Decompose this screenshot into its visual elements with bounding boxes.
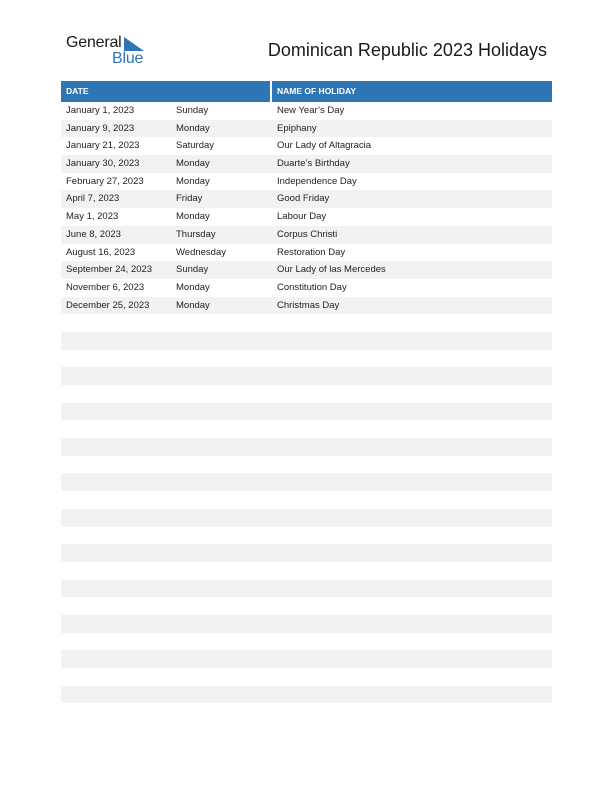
- holiday-date: November 6, 2023: [66, 281, 145, 293]
- holiday-name: Constitution Day: [277, 281, 347, 293]
- holiday-weekday: Monday: [176, 158, 210, 170]
- holiday-date: February 27, 2023: [66, 175, 144, 187]
- holiday-weekday: Thursday: [176, 228, 216, 240]
- holiday-weekday: Monday: [176, 122, 210, 134]
- empty-table-row: [61, 509, 552, 527]
- empty-table-row: [61, 314, 552, 332]
- empty-table-row: [61, 668, 552, 686]
- table-row: [61, 190, 552, 208]
- holiday-date: June 8, 2023: [66, 228, 121, 240]
- holiday-date: August 16, 2023: [66, 246, 136, 258]
- holiday-name: Duarte’s Birthday: [277, 158, 350, 170]
- holiday-name: Independence Day: [277, 175, 357, 187]
- holiday-name: New Year’s Day: [277, 105, 345, 116]
- empty-table-row: [61, 650, 552, 668]
- holiday-name: Christmas Day: [277, 299, 340, 311]
- empty-table-row: [61, 367, 552, 385]
- empty-table-row: [61, 438, 552, 456]
- empty-table-row: [61, 491, 552, 509]
- table-row: [61, 244, 552, 262]
- holiday-name: Our Lady of Altagracia: [277, 140, 371, 152]
- holiday-date: January 9, 2023: [66, 122, 135, 134]
- table-row: [61, 279, 552, 297]
- empty-table-row: [61, 703, 552, 721]
- holiday-weekday: Saturday: [176, 140, 215, 152]
- holiday-table: [61, 81, 552, 721]
- holiday-weekday: Monday: [176, 281, 210, 293]
- logo-word-blue: Blue: [112, 50, 144, 67]
- empty-table-row: [61, 332, 552, 350]
- empty-table-row: [61, 350, 552, 368]
- column-header-date: DATE: [61, 81, 270, 102]
- holiday-weekday: Wednesday: [176, 246, 226, 258]
- empty-table-row: [61, 633, 552, 651]
- empty-table-row: [61, 562, 552, 580]
- table-row: [61, 120, 552, 138]
- holiday-weekday: Sunday: [176, 105, 209, 116]
- empty-table-row: [61, 473, 552, 491]
- holiday-weekday: Monday: [176, 175, 210, 187]
- holiday-weekday: Friday: [176, 193, 203, 205]
- holiday-name: Good Friday: [277, 193, 330, 205]
- table-row: [61, 102, 552, 120]
- table-row: [61, 208, 552, 226]
- holiday-date: April 7, 2023: [66, 193, 120, 205]
- empty-table-row: [61, 686, 552, 704]
- empty-table-row: [61, 385, 552, 403]
- empty-table-row: [61, 527, 552, 545]
- page-title: Dominican Republic 2023 Holidays: [267, 40, 547, 60]
- holiday-date: January 21, 2023: [66, 140, 140, 152]
- holiday-name: Labour Day: [277, 211, 327, 223]
- table-row: [61, 297, 552, 315]
- holiday-date: September 24, 2023: [66, 264, 153, 276]
- logo-flag-icon: [124, 37, 144, 51]
- logo-word-general: General: [66, 34, 122, 51]
- holiday-date: May 1, 2023: [66, 211, 119, 223]
- table-row: [61, 155, 552, 173]
- holiday-weekday: Sunday: [176, 264, 209, 276]
- generalblue-logo: [66, 34, 156, 68]
- table-row: [61, 173, 552, 191]
- empty-table-row: [61, 403, 552, 421]
- holiday-name: Epiphany: [277, 122, 317, 134]
- holiday-name: Corpus Christi: [277, 228, 338, 240]
- holiday-name: Our Lady of las Mercedes: [277, 264, 386, 276]
- table-row: [61, 226, 552, 244]
- table-body: [61, 102, 552, 721]
- table-header: [61, 81, 552, 102]
- holiday-date: January 1, 2023: [66, 105, 135, 116]
- empty-table-row: [61, 597, 552, 615]
- empty-table-row: [61, 420, 552, 438]
- empty-table-row: [61, 544, 552, 562]
- empty-table-row: [61, 456, 552, 474]
- holiday-name: Restoration Day: [277, 246, 346, 258]
- empty-table-row: [61, 580, 552, 598]
- table-row: [61, 261, 552, 279]
- holiday-weekday: Monday: [176, 211, 210, 223]
- holiday-date: December 25, 2023: [66, 299, 150, 311]
- empty-table-row: [61, 615, 552, 633]
- column-header-holiday: NAME OF HOLIDAY: [272, 81, 552, 102]
- table-row: [61, 137, 552, 155]
- holiday-date: January 30, 2023: [66, 158, 140, 170]
- holiday-weekday: Monday: [176, 299, 210, 311]
